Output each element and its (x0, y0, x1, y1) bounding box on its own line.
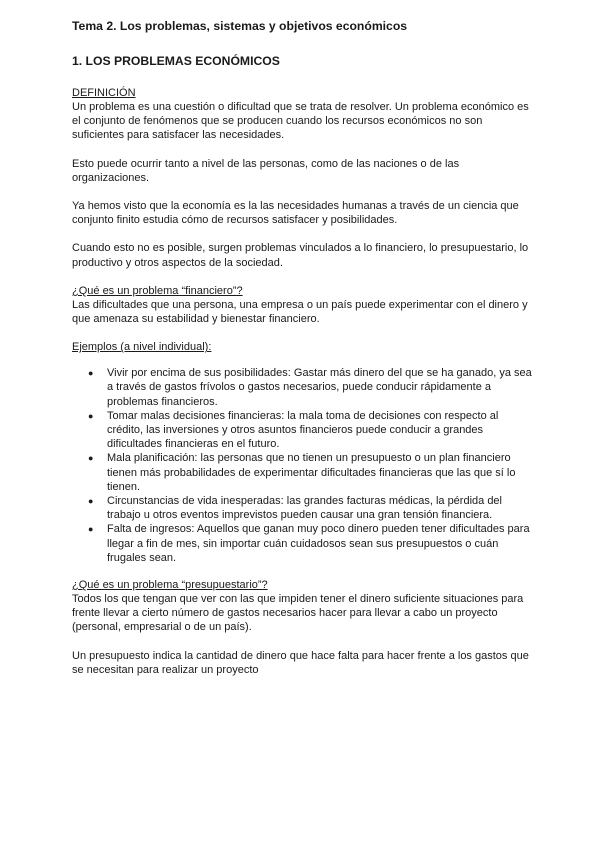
bullet-icon: ● (88, 453, 94, 464)
financial-heading: ¿Qué es un problema “financiero”? (72, 284, 243, 297)
bullet-icon: ● (88, 410, 94, 421)
examples-heading: Ejemplos (a nivel individual): (72, 341, 212, 354)
list-item-text: Mala planificación: las personas que no tienen un presupuesto o un plan financiero tienen más probabilidades de experimentar dificultades financieras que las que sí lo tienen. (107, 452, 516, 493)
bullet-icon: ● (88, 368, 94, 379)
budget-paragraph: Todos los que tengan que ver con las que impiden tener el dinero suficiente situaciones para frente llevar a cierto número de gastos necesarios hacer para llevar a cabo un proyecto (personal, empresarial o de un país). (72, 593, 524, 634)
problems-paragraph: Cuando esto no es posible, surgen problemas vinculados a lo financiero, lo presupuestario, lo productivo y otros aspectos de la sociedad. (72, 242, 529, 269)
list-item (72, 522, 532, 565)
bullet-icon: ● (88, 524, 94, 535)
list-item-text: Tomar malas decisiones financieras: la mala toma de decisiones con respecto al crédito, las inversiones y otros asuntos financieros puede conducir a grandes dificultades financieras en el futuro. (107, 409, 499, 451)
budget-heading: ¿Qué es un problema “presupuestario”? (72, 579, 268, 592)
financial-paragraph: Las dificultades que una persona, una empresa o un país puede experimentar con el dinero y que amenaza su estabilidad y bienestar financiero. (72, 298, 528, 326)
definition-paragraph: Un problema es una cuestión o dificultad que se trata de resolver. Un problema económico es el conjunto de fenómenos que se producen cuando los recursos económicos no son suficientes para satisfacer las necesidades. (72, 101, 529, 142)
list-item (72, 494, 532, 522)
list-item-text: Circunstancias de vida inesperadas: las grandes facturas médicas, la pérdida del trabajo u otros eventos imprevistos pueden causar una gran tensión financiera. (107, 495, 502, 522)
document-title: Tema 2. Los problemas, sistemas y objetivos económicos (72, 19, 408, 33)
list-item (72, 409, 532, 452)
list-item-text: Falta de ingresos: Aquellos que ganan muy poco dinero pueden tener dificultades para llegar a fin de mes, sin importar cuán cuidadosos sean sus presupuestos o cuán frugales sean. (107, 523, 530, 564)
economy-paragraph: Ya hemos visto que la economía es la las necesidades humanas a través de un ciencia que conjunto finito estudia cómo de recursos satisfacer y posibilidades. (72, 200, 519, 227)
bullet-icon: ● (88, 496, 94, 507)
list-item-text: Vivir por encima de sus posibilidades: Gastar más dinero del que se ha ganado, ya sea a través de gastos frívolos o gastos necesarios, puede conducir rápidamente a problemas financieros. (107, 367, 532, 408)
definition-heading: DEFINICIÓN (72, 87, 136, 99)
list-item (72, 366, 532, 409)
section-title: 1. LOS PROBLEMAS ECONÓMICOS (72, 54, 280, 68)
document-body (72, 18, 532, 677)
examples-list (72, 366, 532, 565)
budget-definition-paragraph: Un presupuesto indica la cantidad de dinero que hace falta para hacer frente a los gastos que se necesitan para realizar un proyecto (72, 649, 529, 676)
levels-paragraph: Esto puede ocurrir tanto a nivel de las personas, como de las naciones o de las organizaciones. (72, 157, 460, 184)
list-item (72, 451, 532, 494)
